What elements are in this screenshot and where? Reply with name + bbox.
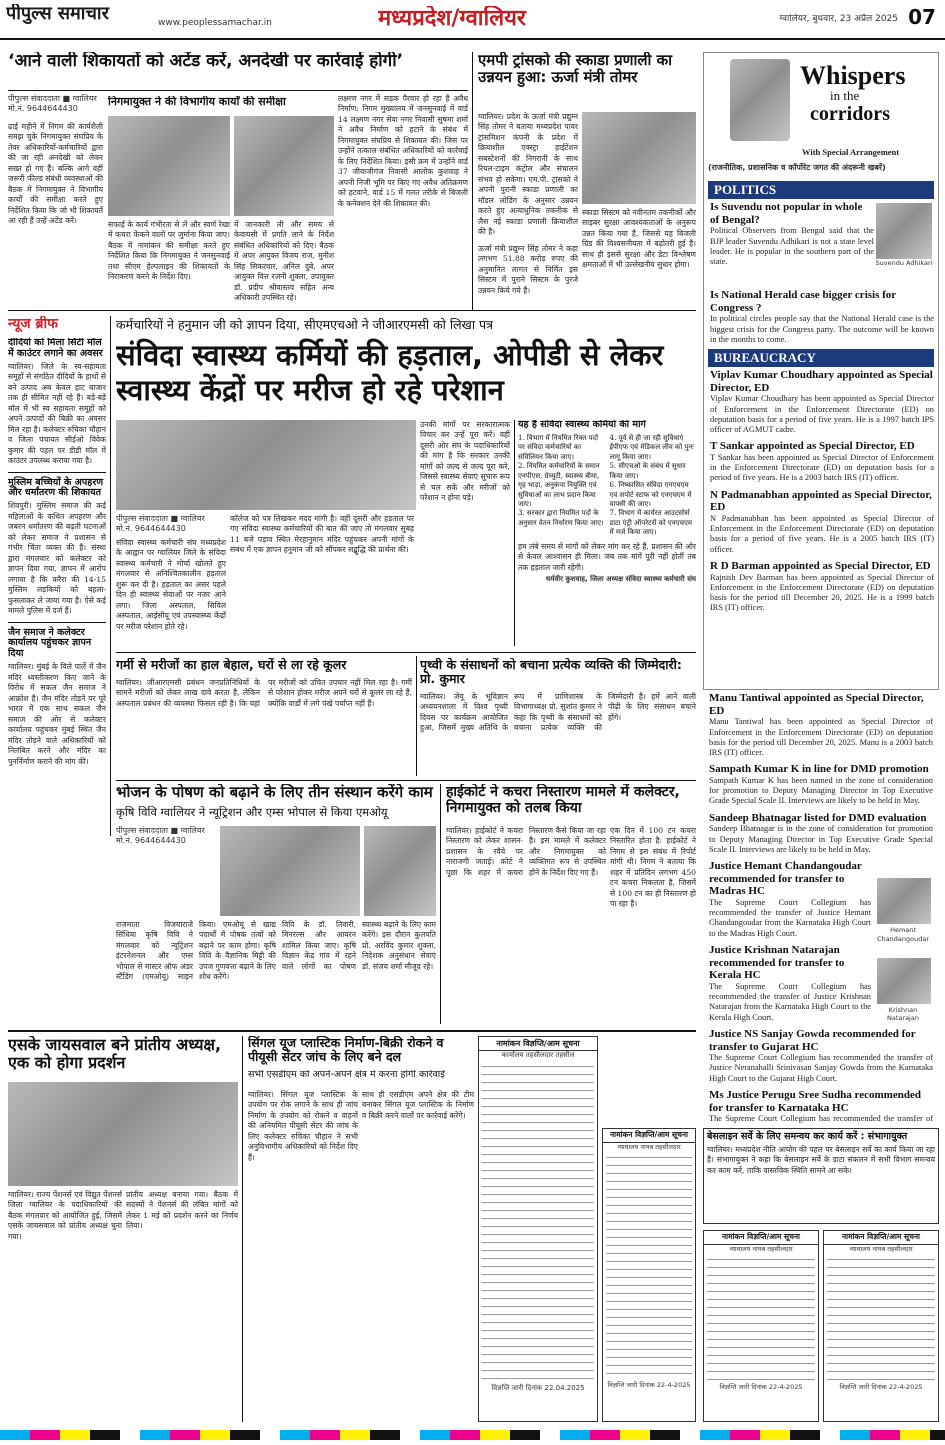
- columnist-photo: [730, 59, 790, 141]
- whispers-tagline: (राजनीतिक, प्रशासनिक व कॉर्पोरेट जगत की अंदरूनी खबरें): [708, 163, 886, 172]
- suvendu-photo: [876, 203, 932, 259]
- brand-url: www.peoplessamachar.in: [158, 18, 272, 28]
- vertical-divider: [472, 52, 473, 310]
- baseline-box: [703, 1128, 939, 1224]
- notice-footer: विज्ञप्ति जारी दिनांक 22.04.2025: [491, 1384, 585, 1393]
- demand-item: 7. विभाग में कार्यरत आउटसोर्स डाटा एंट्री ऑपरेटरों को एनएचएम में मर्ज किया जाए।: [609, 509, 693, 537]
- notice-title: नामांकन विज्ञप्ति/आम सूचना: [603, 1129, 695, 1143]
- notice-title: नामांकन विज्ञप्ति/आम सूचना: [479, 1037, 597, 1051]
- demands-signature: धर्मवीर कुशवाह, जिला अध्यक्ष संविदा स्वास्थ्य कर्मचारी संघ: [545, 575, 696, 584]
- strike-photo: [116, 420, 416, 510]
- divider: [8, 310, 696, 311]
- divider: [116, 780, 696, 781]
- highcourt-body2: एक दिन में 100 टन कचरा निस्तारित होता है: हाईकोर्ट ने निगम से इस संबंध में रिपोर्ट मांगी थी। निगम ने बताया कि शहर में प्रतिदिन लगभग 450 टन कचरा निकलता है, जिसमें से 100 टन का ही निस्तारण हो पा रहा है।: [610, 826, 696, 909]
- vertical-divider: [110, 316, 111, 836]
- bureaucracy-item-body: The Supreme Court Collegium has recommended the transfer of: [709, 1114, 933, 1124]
- complaints-col1: ढाई महीने में निगम की कार्यशैली समझ चुके निगमायुक्त संघप्रिय के तेवर अधिकारियों-कर्मचारियों द्वारा की जा रही अनदेखी को लेकर सख्त हो गए हैं। बल्कि आगे वहीं जरूरी फील्ड संबंधी व्यवस्थाओं की बैठक में निगमायुक्त ने विभागीय कार्यों की समीक्षा करते हुए निर्देशित किया कि जो भी शिकायतें आ रही हैं उन्हें अटेंड करें।: [8, 122, 103, 226]
- bureaucracy-item-head: Justice NS Sanjay Gowda recommended for transfer to Gujarat HC: [709, 1027, 916, 1053]
- whispers-title-line2: in the: [830, 88, 860, 103]
- heat-headline: गर्मी से मरीजों का हाल बेहाल, घरों से ला रहे कूलर: [116, 658, 347, 672]
- complaints-col4: लक्ष्मण नगर में सड़क पैरवार हो रहा है अवैध निर्माण: निगम मुख्यालय में जनसुनवाई में वार्ड 14 लक्ष्मण नगर सेवा नगर निवासी सुषमा शर्मा ने अवैध निर्माण को हटाने के संबंध में निगमायुक्त संघप्रिय से शिकायत की। जिस पर उन्होंने तत्काल संबंधित अधिकारियों को कार्रवाई के लिए निर्देशित किया। इसी क्रम में उन्होंने वार्ड 37 जीवाजीगंज निवासी आलोक कुशवाह ने अपनी निजी भूमि पर किए गए अवैध अतिक्रमण को हटवाने, वार्ड 15 में गलत तरीके से बिजली के कनेक्शन देने की शिकायत की।: [338, 94, 468, 208]
- notice-text: [707, 1256, 815, 1380]
- brief-body: शिवपुरी। मुस्लिम समाज की कई महिलाओं के कथित अपहरण और जबरन धर्मांतरण की बढ़ती घटनाओं को लेकर समाज ने प्रशासन से गंभीर चिंता व्यक्त की है। संस्था द्वारा मंगलवार को कलेक्टर को ज्ञापन दिया गया, ज्ञापन में आरोप लगाया है कि करैरा की 14-15 मुस्लिम लड़कियों को बहला-फुसलाकर ले जाया गया है। ऐसे कई मामले पुलिस में दर्ज हैं।: [8, 501, 106, 616]
- strike-col2: कॉलेज को पत्र लिखकर मदद मांगी है। वहीं दूसरी और हड़ताल पर गए संविदा स्वास्थ्य कर्मचारियों की बात की जाए तो मंगलवार सुबह 11 बजे पड़ाव स्थित मेरहानुमान मंदिर पहुंचकर अपनी मांगों के संबंध में एक ज्ञापन हनुमान जी को सौंपकर सद्बुद्धि की प्रार्थना की।: [230, 514, 414, 555]
- byline-phone: मो.नं. 9644644430: [116, 836, 186, 846]
- nutrition-subhead: कृषि विवि ग्वालियर ने न्यूट्रिशन और एम्स भोपाल से किया एमओयू: [116, 806, 388, 819]
- mou-photo-2: [364, 826, 436, 916]
- jaiswal-body: ग्वालियर। राज्य पेंशनर्स एवं विद्युत पेंशनर्स जिला ग्वालियर के पदाधिकारियों की बैठक मंगलवार को आयोजित हुई, जिसमें एसके जायसवाल को प्रांतीय अध्यक्ष चुना गया।: [8, 1190, 122, 1241]
- bureaucracy-item-head: R D Barman appointed as Special Director, ED: [710, 559, 931, 572]
- demand-item: 6. निष्कासित संविदा एनएचएम एवं सपोर्ट स्टाफ को एनएचएम में वापसी की जाए।: [609, 481, 692, 508]
- bureaucracy-item-body: The Supreme Court Collegium has recommended the transfer of Justice Hemant Chandangoudar from the Karnataka High Court to the Madras High Court.: [709, 897, 871, 938]
- strike-col3: उनकी मांगों पर सरकारात्मक विचार कर उन्हें पूरा करें। वहीं दूसरी ओर संघ के पदाधिकारियों की मांग है कि सरकार उनकी मांगों को जल्द से जल्द पूरा करे, जिससे स्वास्थ्य सेवाएं सुचारु रूप से चल सकें और मरीजों को परेशान न होना पड़े।: [420, 420, 510, 503]
- bureaucracy-item-head: Justice Hemant Chandangoudar recommended for transfer to Madras HC: [709, 860, 862, 898]
- demands-note: हम लंबे समय से मांगों को लेकर मांग कर रहे हैं, प्रशासन की ओर से केवल आश्वासन ही मिला। जब तक मांगें पूरी नहीं होतीं तब तक हड़ताल जारी रहेगी।: [518, 541, 696, 572]
- news-brief-col: [8, 338, 106, 832]
- bureaucracy-item-body: T Sankar has been appointed as Special Director of Enforcement in the Enforcement Directorate (ED) on deputation basis for a period of five years. He is a 2003 batch IRS (IT) officer.: [710, 452, 934, 483]
- demands-box: [518, 420, 696, 646]
- politics-item-body: Political Observers from Bengal said that the BJP leader Suvendu Adhikari is not a state level leader. He is popular in the southern part of the state.: [710, 226, 874, 267]
- politics-list-2: [710, 289, 934, 345]
- color-registration-bar: [0, 1430, 945, 1440]
- nutrition-body2: विवि के डॉ. तिवारी, मिनरल्स और आयरन शामिल किया जाए। कृषि विज्ञान केंद्र गांव में रहने वाले लोगों का पोषण स्वास्थ्य बढ़ाने के लिए काम करेंगे। इस दौरान कुलपति प्रो. अरविंद कुमार शुक्ला, निदेशक अनुसंधान सेवाएं डॉ. संजय शर्मा मौजूद रहे।: [282, 920, 436, 971]
- bureaucracy-item-body: Sampath Kumar K has been named in the zone of consideration for promotion to Deputy Managing Director in Top Executive Grade Special Scale II. Interviews are likely to be held in May.: [709, 775, 933, 806]
- vertical-divider: [242, 1036, 243, 1422]
- jaiswal-headline: एसके जायसवाल बने प्रांतीय अध्यक्ष, एक को होगा प्रदर्शन: [8, 1036, 222, 1073]
- brief-headline: जैन समाज ने कलेक्टर कार्यालय पहुंचकर ज्ञापन दिया: [8, 626, 92, 660]
- byline-phone: मो.नं. 9644644430: [116, 524, 186, 534]
- complaints-headline: ‘आने वाली शिकायतों को अटेंड करें, अनदेखी पर कार्रवाई होगी’: [8, 52, 404, 71]
- whispers-title: [800, 63, 934, 143]
- earth-body: ग्वालियर। जेयू के भूविज्ञान अध्ययनशाला में विश्व पृथ्वी दिवस पर कार्यक्रम आयोजित हुआ, जिसमें मुख्य अतिथि के रूप में प्राणिशास्त्र के विभागाध्यक्ष प्रो. सुशांत कुमार ने कहा कि पृथ्वी के संसाधनों को बचाना प्रत्येक व्यक्ति की जिम्मेदारी है। हमें आने वाली पीढ़ी के लिए संसाधन बचाने होंगे।: [420, 692, 696, 733]
- plastic-body: ग्वालियर। सिंगल यूज प्लास्टिक के उपयोग पर रोक लगाने के साथ ही जांच निर्माण के उपयोग को रोकने व वाहनों की अनियमित पीयूसी सेंटर की जांच के लिए कलेक्टर रुचिका चौहान ने सभी अनुविभागीय अधिकारियों को निर्देश दिए हैं।: [248, 1090, 358, 1162]
- notice-footer: विज्ञप्ति जारी दिनांक 22-4-2025: [607, 1381, 691, 1390]
- bureaucracy-item-body: Sandeep Bhatnagar is in the zone of consideration for promotion to Deputy Managing Director in Top Executive Grade Special Scale II. Interviews are likely to be held in May.: [709, 824, 933, 854]
- brand-logo: [6, 4, 156, 32]
- politics-item-body: In political circles people say that the National Herald case is the biggest crisis for the Congress party. The outcome will be known in the months to come.: [710, 314, 934, 344]
- politics-item-head: Is National Herald case bigger crisis for Congress ?: [710, 289, 896, 314]
- demand-item: 5. सीएचओ के संबंध में सुधार किया जाए।: [609, 462, 686, 480]
- suvendu-name: Suvendu Adhikari: [875, 259, 933, 267]
- heat-body: ग्वालियर। जीआरएमसी प्रबंधन जनप्रतिनिधियों के सामने मरीजों को लेकर लाख दावे करता है, लेकिन अस्पताल प्रबंधन की व्यवस्था फिसल रही है। कि यहां पर मरीजों को उचित उपचार नहीं मिल रहा है। गर्मी से परेशान होकर मरीज अपने घरों से कूलर ला रहे हैं, क्योंकि वार्डों में लगे पंखे पर्याप्त नहीं हैं।: [116, 678, 412, 708]
- brief-headline: दीदियों को मिला सिटी मॉल में काउंटर लगाने का अवसर: [8, 338, 103, 359]
- strike-headline: संविदा स्वास्थ्य कर्मियों की हड़ताल, ओपीडी से लेकर स्वास्थ्य केंद्रों पर मरीज हो रहे परेशान: [116, 338, 664, 407]
- nutrition-headline: भोजन के पोषण को बढ़ाने के लिए तीन संस्थान करेंगे काम: [116, 784, 433, 801]
- nutrition-body: राजमाता विजयाराजे सिंधिया कृषि विवि ने मंगलवार को न्यूट्रिशन इंटरनेशनल और एम्स भोपाल से मास्टर ऑफ अंडर स्टैंडिंग (एमओयू) साइन किया। एमओयू से खाद्य पदार्थों में पोषक तत्वों को बढ़ाने पर काम होगा। कृषि विवि के वैज्ञानिक मिट्टी की उपज गुणवत्ता बढ़ाने के लिए शोध करेंगे।: [116, 920, 276, 982]
- notice-text: [482, 1063, 594, 1381]
- demand-item: 2. नियमित कर्मचारियों के समान एनपीएस, ग्रेच्युटी, स्वास्थ्य बीमा, गृह भाड़ा, अनुकंपा नियुक्ति एवं सुविधाओं का लाभ प्रदान किया जाए।: [518, 462, 600, 508]
- transco-col2: स्काडा सिस्टम को नवीनतम तकनीकों और साइबर सुरक्षा आवश्यकताओं के अनुरूप उन्नत किया गया है, जिससे यह बिजली ग्रिड की विश्वसनीयता में बढ़ोतरी हुई है। साथ ही इससे सुरक्षा और डेटा विश्लेषण क्षमताओं में भी उल्लेखनीय सुधार होगा।: [582, 208, 696, 270]
- bureaucracy-item-head: N Padmanabhan appointed as Special Director, ED: [710, 488, 932, 514]
- plastic-subhead: सभी एसडीएम को अपने-अपने क्षेत्र में करना होगी कार्रवाई: [248, 1070, 445, 1080]
- bureaucracy-item-body: Manu Tantiwal has been appointed as Special Director of Enforcement in the Enforcement Directorate (ED) on deputation basis for the period till December 20, 2025. Manu is a 2003 batch IRS (IT) officer.: [709, 717, 933, 758]
- bureaucracy-item-head: Manu Tantiwal appointed as Special Director, ED: [709, 692, 924, 717]
- byline-phone: मो.नं. 9644644430: [8, 104, 78, 114]
- whispers-arrangement: With Special Arrangement: [802, 147, 900, 157]
- notice-subtitle: न्यायालय नायब तहसीलदार: [617, 1142, 681, 1151]
- complaints-col2: सफाई के कार्य गंभीरता से लें और स्वर्ण रेखा में कचरा फेंकने वालों पर जुर्माना किया जाए। बैठक में नामांकन की समीक्षा करते हुए निर्देशित किया कि निगमायुक्त ने जनसुनवाई तथा सीएम हेल्पलाइन की शिकायतों के निराकरण करने के निर्देश दिए।: [108, 220, 230, 282]
- jaiswal-photo: [8, 1082, 238, 1186]
- scada-photo: [582, 112, 696, 204]
- whispers-title-line3: corridors: [810, 103, 890, 126]
- byline: पीपुल्स संवाददाता ■ ग्वालियर: [116, 514, 205, 523]
- brief-body: ग्वालियर। जिले के स्व-सहायता समूहों से संगठित दीदियों के हाथों से बने उत्पाद अब केवल हाट बाजार तक ही सीमित नहीं रहे हैं। बड़े-बड़े मॉल में भी स्व सहायता समूहों को अपने उत्पादों की बिक्री का अवसर मिल रहा है। कलेक्टर रुचिका चौहान व जिला पंचायत सीईओ विवेक कुमार की पहल पर डीडी मॉल में काउंटर उपलब्ध कराया गया है।: [8, 361, 106, 466]
- vertical-divider: [440, 784, 441, 1024]
- byline: पीपुल्स संवाददाता ■ ग्वालियर: [116, 826, 205, 835]
- dateline: ग्वालियर, बुधवार, 23 अप्रैल 2025: [779, 14, 898, 24]
- baseline-headline: बेसलाइन सर्वे के लिए समन्वय कर कार्य करें : संभागायुक्त: [707, 1131, 908, 1142]
- bureaucracy-item-head: Sandeep Bhatnagar listed for DMD evaluation: [709, 811, 927, 824]
- demands-title: यह हैं संविदा स्वास्थ्य कर्मियों की मांगें: [518, 420, 646, 430]
- earth-headline: पृथ्वी के संसाधनों को बचाना प्रत्येक व्यक्ति की जिम्मेदारी: प्रो. कुमार: [420, 658, 682, 687]
- news-brief-label: न्यूज ब्रीफ: [8, 316, 58, 332]
- plastic-headline: सिंगल यूज प्लास्टिक निर्माण-बिक्री रोकने व पीयूसी सेंटर जांच के लिए बने दल: [248, 1036, 444, 1065]
- bureaucracy-item-head: Viplav Kumar Choudhary appointed as Special Director, ED: [710, 369, 933, 394]
- krishnan-name: Krishnan Natarajan: [887, 1005, 919, 1023]
- notice-title: नामांकन विज्ञप्ति/आम सूचना: [824, 1231, 938, 1245]
- vertical-divider: [514, 420, 515, 646]
- demand-item: 1. विभाग में नियमित रिक्त पदों पर संविदा कर्मचारियों का संविलियन किया जाए।: [518, 433, 599, 461]
- bureaucracy-list-continued: [709, 692, 933, 1124]
- notice-subtitle: न्यायालय नायब तहसीलदार: [729, 1244, 793, 1253]
- politics-item-head: Is Suvendu not popular in whole of Bengal?: [710, 201, 863, 226]
- byline: पीपुल्स संवाददाता ■ ग्वालियर: [8, 94, 97, 103]
- bureaucracy-label: BUREAUCRACY: [708, 349, 934, 367]
- bureaucracy-item-body: Viplav Kumar Choudhary has been appointed as Special Director of Enforcement in the Enforcement Directorate (ED) on deputation basis for a period of five years. He is a 1997 batch IPS officer of AGMUT cadre.: [710, 394, 934, 435]
- divider: [8, 1030, 696, 1032]
- brand-name: पीपुल्स समाचार: [6, 4, 109, 24]
- notice-text: [606, 1154, 692, 1378]
- notice-subtitle: कार्यालय तहसीलदार तहसील: [501, 1051, 575, 1060]
- whispers-title-line1: Whispers: [800, 63, 906, 90]
- hemant-name: Hemant Chandangoudar: [877, 926, 929, 943]
- krishnan-photo: [877, 958, 931, 1004]
- bureaucracy-item-body: Rajnish Dev Barman has been appointed as Special Director of Enforcement in the Enforcement Directorate (ED) on deputation basis for the period till December 20, 2025. He is a 1999 batch IRS (IT) officer.: [710, 572, 934, 613]
- bureaucracy-item-body: The Supreme Court Collegium has recommended the transfer of Justice Neranahalli Srinivasan Sanjay Gowda from the Karnataka High Court to the Gujarat High Court.: [709, 1053, 933, 1083]
- bureaucracy-item-head: T Sankar appointed as Special Director, ED: [710, 440, 915, 453]
- meeting-photo: [108, 116, 230, 216]
- bureaucracy-item-body: N Padmanabhan has been appointed as Special Director of Enforcement in the Enforcement Directorate (ED) on deputation basis for a period of five years. He is a 2005 batch IRS (IT) officer.: [710, 513, 934, 554]
- page-number: 07: [908, 6, 936, 29]
- bureaucracy-item-body: The Supreme Court Collegium has recommended the transfer of Justice Krishnan Natarajan from the Karnataka High Court to the Kerala High Court.: [709, 981, 871, 1022]
- notice-1: [478, 1036, 598, 1422]
- notice-4: [823, 1230, 939, 1422]
- bureaucracy-item-head: Sampath Kumar K in line for DMD promotion: [709, 763, 929, 776]
- bureaucracy-item-head: Justice Krishnan Natarajan recommended for transfer to Kerala HC: [709, 943, 845, 982]
- strike-byline: [116, 514, 226, 535]
- divider: [116, 652, 696, 653]
- strike-kicker: कर्मचारियों ने हनुमान जी को ज्ञापन दिया, सीएमएचओ ने जीआरएमसी को लिखा पत्र: [116, 318, 494, 332]
- baseline-body: ग्वालियर। मध्यप्रदेश नीति आयोग की पहल पर बेसलाइन सर्वे का कार्य किया जा रहा है। संभागायुक्त ने कहा कि बेसलाइन सर्वे के डाटा संकलन में सभी विभाग समन्वय कर काम करें, ताकि वास्तविक स्थिति सामने आ सके।: [707, 1144, 935, 1175]
- notice-3: [703, 1230, 819, 1422]
- strike-col1: संविदा स्वास्थ्य कर्मचारी संघ मध्यप्रदेश के आह्वान पर ग्वालियर जिले के संविदा स्वास्थ्य कर्मचारी ने मोर्चा खोलते हुए मंगलवार से अनिश्चितकालीन हड़ताल शुरू कर दी है। हड़ताल का असर पहले दिन ही स्वास्थ्य सेवाओं पर नजर आने लगा। जिला अस्पताल, सिविल अस्पताल, आईसीयू एवं उपस्वास्थ्य केंद्रों पर मरीज परेशान होते रहे।: [116, 538, 226, 631]
- divider: [8, 90, 468, 91]
- masthead: [0, 0, 945, 40]
- whispers-panel: [703, 52, 939, 690]
- transco-col1: ग्वालियर। प्रदेश के ऊर्जा मंत्री प्रद्युम्न सिंह तोमर ने बताया मध्यप्रदेश पावर ट्रांसमिशन कंपनी के प्रदेश में क्रियाशील एक्स्ट्रा हाईटेंशन सबस्टेशनों की निगरानी के साथ रियल-टाइम कंट्रोल और संचालन संभव हो सकेगा। एम.पी. ट्रांसको ने अपनी पुरानी स्काडा प्रणाली का मॉडल लोडिंग के अनुसार उन्नयन करते हुए अत्याधुनिक तकनीक से लैस नई स्काडा प्रणाली क्रियाशील की है।: [478, 112, 578, 237]
- notice-text: [827, 1256, 935, 1380]
- brief-body: ग्वालियर। मुंबई के विले पार्ले में जैन मंदिर ध्वस्तीकरण किए जाने के विरोध में सकल जैन समाज ने आक्रोश है। जैन मंदिर तोड़ने पर पूरे भारत में एक साथ सकल जैन समाज की ओर से कलेक्टर कार्यालय पहुंचकर मुंबई स्थित जैन मंदिर तोड़ने वाले अधिकारियों को निलंबित करने और मंदिर का पुनर्निर्माण कराने की मांग की।: [8, 662, 106, 766]
- complaints-col3: में जानकारी ली और समय से केवायसी में प्रगति लाने के निर्देश संबंधित अधिकारियों को दिए। बैठक में अपर आयुक्त विजय राज, मुनीश सिंह सिकरवार, अनिल दुबे, अपर आयुक्त वित्त रजनी शुक्ला, उपायुक्त डॉ. प्रदीप श्रीवास्तव सहित अन्य अधिकारी उपस्थित रहे।: [234, 220, 334, 303]
- notice-subtitle: न्यायालय नायब तहसीलदार: [849, 1244, 913, 1253]
- politics-label: POLITICS: [708, 181, 934, 199]
- highcourt-body: ग्वालियर। हाईकोर्ट ने कचरा निस्तारण को लेकर शासन-प्रशासन के रवैये पर नाराजगी जताई। कोर्ट ने पूछा कि शहर में कचरा निस्तारण कैसे किया जा रहा है। इस मामले में कलेक्टर और निगमायुक्त को व्यक्तिगत रूप से उपस्थित होने के निर्देश दिए गए हैं।: [446, 826, 606, 877]
- vertical-divider: [416, 656, 417, 776]
- jaiswal-body2: प्रांतीय अध्यक्ष बनाया गया। बैठक में सदस्यों ने पेंशनर्स की लंबित मांगों को लेकर 1 मई को प्रदर्शन करने का निर्णय लिया।: [126, 1190, 238, 1231]
- notice-footer: विज्ञप्ति जारी दिनांक 22-4-2025: [719, 1383, 803, 1392]
- notice-2: [602, 1128, 696, 1422]
- transco-col1b: ऊर्जा मंत्री प्रद्युम्न सिंह तोमर ने कहा लगभग 51.88 करोड़ रुपए की अनुमानित लागत से निर्मित इस सिस्टम में पुराने सिस्टम के पुरजे उन्नयन किये गये हैं।: [478, 244, 578, 295]
- complaints-byline: [8, 94, 103, 115]
- nutrition-byline: [116, 826, 216, 847]
- demand-item: 3. सरकार द्वारा नियमित पदों के अनुसार वेतन निर्धारण किया जाए।: [518, 509, 604, 527]
- demands-list: [518, 434, 696, 538]
- complaints-photo-title: निगमायुक्त ने की विभागीय कार्यों की समीक्षा: [108, 96, 286, 108]
- section-title: मध्यप्रदेश/ग्वालियर: [378, 6, 526, 31]
- bureaucracy-list: [710, 369, 934, 687]
- hemant-photo: [877, 878, 931, 924]
- notice-title: नामांकन विज्ञप्ति/आम सूचना: [704, 1231, 818, 1245]
- plastic-body2: साथ ही एसडीएम अपने क्षेत्र की टीम बनाकर सिंगल यूज प्लास्टिक के निर्माण व बिक्री करने वालों पर कार्रवाई करेंगे।: [362, 1090, 474, 1120]
- demand-item: 4. पूर्व से ही जा रही सुविधाएं ईपीएफ एवं मेडिकल लीव को पुनः लागू किया जाए।: [609, 433, 694, 461]
- transco-headline: एमपी ट्रांसको की स्काडा प्रणाली का उन्नयन हुआ: ऊर्जा मंत्री तोमर: [478, 52, 673, 87]
- brief-headline: मुस्लिम बच्चियों के अपहरण और धर्मांतरण की शिकायत: [8, 476, 104, 499]
- highcourt-headline: हाईकोर्ट ने कचरा निस्तारण मामले में कलेक्टर, निगमायुक्त को तलब किया: [446, 784, 680, 817]
- notice-footer: विज्ञप्ति जारी दिनांक 22-4-2025: [839, 1383, 923, 1392]
- meeting-photo-2: [234, 116, 334, 216]
- bureaucracy-item-head: Ms Justice Perugu Sree Sudha recommended for transfer to Karnataka HC: [709, 1088, 921, 1114]
- mou-photo: [220, 826, 360, 916]
